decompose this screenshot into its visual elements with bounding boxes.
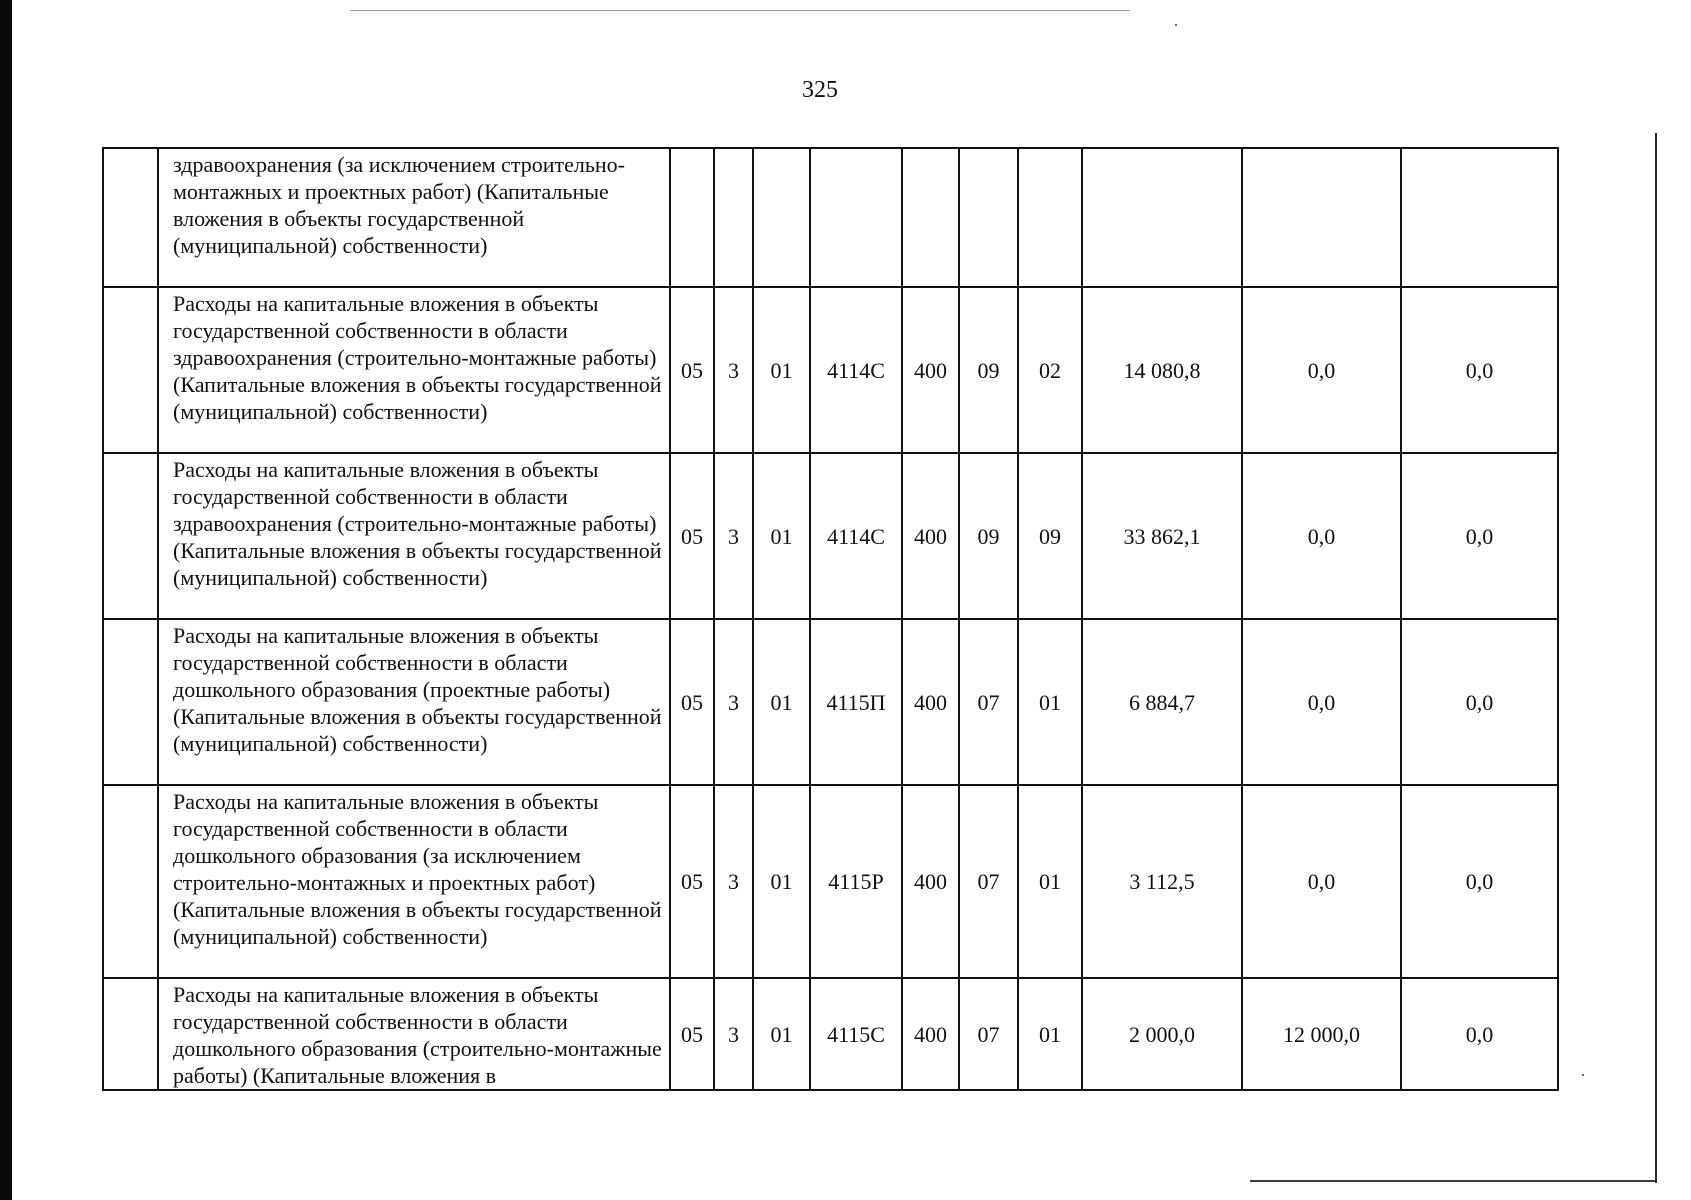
code-cell: 05 bbox=[670, 619, 714, 785]
amount-cell: 12 000,0 bbox=[1242, 978, 1401, 1090]
code-cell bbox=[753, 148, 810, 287]
code-cell: 4114С bbox=[810, 453, 902, 619]
code-cell: 05 bbox=[670, 287, 714, 453]
code-cell: 400 bbox=[902, 785, 959, 978]
code-cell: 01 bbox=[1018, 619, 1082, 785]
amount-cell: 6 884,7 bbox=[1082, 619, 1242, 785]
code-cell: 01 bbox=[753, 619, 810, 785]
code-cell bbox=[959, 148, 1018, 287]
amount-cell: 0,0 bbox=[1401, 785, 1558, 978]
row-description: Расходы на капитальные вложения в объекты государственной собственности в области здравоохранения (строительно-монтажные работы) (Капитальные вложения в объекты государственной (муниципальной) собственности) bbox=[158, 453, 670, 619]
code-cell bbox=[1018, 148, 1082, 287]
code-cell: 4115П bbox=[810, 619, 902, 785]
code-cell: 4115Р bbox=[810, 785, 902, 978]
code-cell: 3 bbox=[714, 287, 753, 453]
scan-speck bbox=[1582, 1074, 1584, 1076]
code-cell: 4114С bbox=[810, 287, 902, 453]
code-cell: 05 bbox=[670, 978, 714, 1090]
code-cell bbox=[810, 148, 902, 287]
table-row bbox=[103, 785, 1558, 978]
row-description: Расходы на капитальные вложения в объекты государственной собственности в области дошкольного образования (за исключением строительно-монтажных и проектных работ) (Капитальные вложения в объекты государственной (муниципальной) собственности) bbox=[158, 785, 670, 978]
code-cell: 05 bbox=[670, 453, 714, 619]
page-number: 325 bbox=[802, 77, 838, 103]
amount-cell bbox=[1242, 148, 1401, 287]
amount-cell: 0,0 bbox=[1401, 287, 1558, 453]
amount-cell bbox=[1082, 148, 1242, 287]
row-index-cell bbox=[103, 287, 158, 453]
amount-cell: 0,0 bbox=[1242, 287, 1401, 453]
scan-left-edge bbox=[0, 0, 12, 1200]
amount-cell bbox=[1401, 148, 1558, 287]
row-index-cell bbox=[103, 148, 158, 287]
code-cell: 09 bbox=[1018, 453, 1082, 619]
scan-right-line bbox=[1655, 133, 1657, 1183]
code-cell: 07 bbox=[959, 619, 1018, 785]
code-cell: 09 bbox=[959, 287, 1018, 453]
row-description: Расходы на капитальные вложения в объекты государственной собственности в области дошкольного образования (проектные работы) (Капитальные вложения в объекты государственной (муниципальной) собственности) bbox=[158, 619, 670, 785]
code-cell bbox=[670, 148, 714, 287]
code-cell: 01 bbox=[753, 978, 810, 1090]
row-index-cell bbox=[103, 619, 158, 785]
table-row bbox=[103, 978, 1558, 1090]
scan-bottom-line bbox=[1250, 1180, 1655, 1182]
row-index-cell bbox=[103, 978, 158, 1090]
amount-cell: 0,0 bbox=[1242, 453, 1401, 619]
amount-cell: 33 862,1 bbox=[1082, 453, 1242, 619]
row-index-cell bbox=[103, 453, 158, 619]
code-cell: 02 bbox=[1018, 287, 1082, 453]
code-cell: 01 bbox=[1018, 785, 1082, 978]
amount-cell: 0,0 bbox=[1401, 453, 1558, 619]
code-cell bbox=[714, 148, 753, 287]
code-cell: 09 bbox=[959, 453, 1018, 619]
code-cell: 07 bbox=[959, 978, 1018, 1090]
code-cell: 3 bbox=[714, 453, 753, 619]
code-cell: 07 bbox=[959, 785, 1018, 978]
code-cell bbox=[902, 148, 959, 287]
table-row bbox=[103, 619, 1558, 785]
budget-table bbox=[102, 147, 1559, 1091]
code-cell: 4115С bbox=[810, 978, 902, 1090]
row-description: Расходы на капитальные вложения в объекты государственной собственности в области здравоохранения (строительно-монтажные работы) (Капитальные вложения в объекты государственной (муниципальной) собственности) bbox=[158, 287, 670, 453]
amount-cell: 0,0 bbox=[1242, 785, 1401, 978]
code-cell: 01 bbox=[753, 785, 810, 978]
code-cell: 400 bbox=[902, 619, 959, 785]
code-cell: 3 bbox=[714, 785, 753, 978]
code-cell: 3 bbox=[714, 619, 753, 785]
amount-cell: 3 112,5 bbox=[1082, 785, 1242, 978]
table-row bbox=[103, 453, 1558, 619]
code-cell: 400 bbox=[902, 978, 959, 1090]
amount-cell: 0,0 bbox=[1401, 978, 1558, 1090]
code-cell: 3 bbox=[714, 978, 753, 1090]
table-row bbox=[103, 148, 1558, 287]
code-cell: 01 bbox=[753, 287, 810, 453]
amount-cell: 0,0 bbox=[1242, 619, 1401, 785]
table-row bbox=[103, 287, 1558, 453]
row-description: Расходы на капитальные вложения в объекты государственной собственности в области дошкольного образования (строительно-монтажные работы) (Капитальные вложения в bbox=[158, 978, 670, 1090]
scan-top-line bbox=[350, 10, 1130, 11]
row-description: здравоохранения (за исключением строительно-монтажных и проектных работ) (Капитальные вложения в объекты государственной (муниципальной) собственности) bbox=[158, 148, 670, 287]
amount-cell: 14 080,8 bbox=[1082, 287, 1242, 453]
scan-speck bbox=[1175, 24, 1177, 26]
amount-cell: 0,0 bbox=[1401, 619, 1558, 785]
code-cell: 01 bbox=[753, 453, 810, 619]
code-cell: 400 bbox=[902, 453, 959, 619]
code-cell: 05 bbox=[670, 785, 714, 978]
code-cell: 01 bbox=[1018, 978, 1082, 1090]
row-index-cell bbox=[103, 785, 158, 978]
amount-cell: 2 000,0 bbox=[1082, 978, 1242, 1090]
code-cell: 400 bbox=[902, 287, 959, 453]
